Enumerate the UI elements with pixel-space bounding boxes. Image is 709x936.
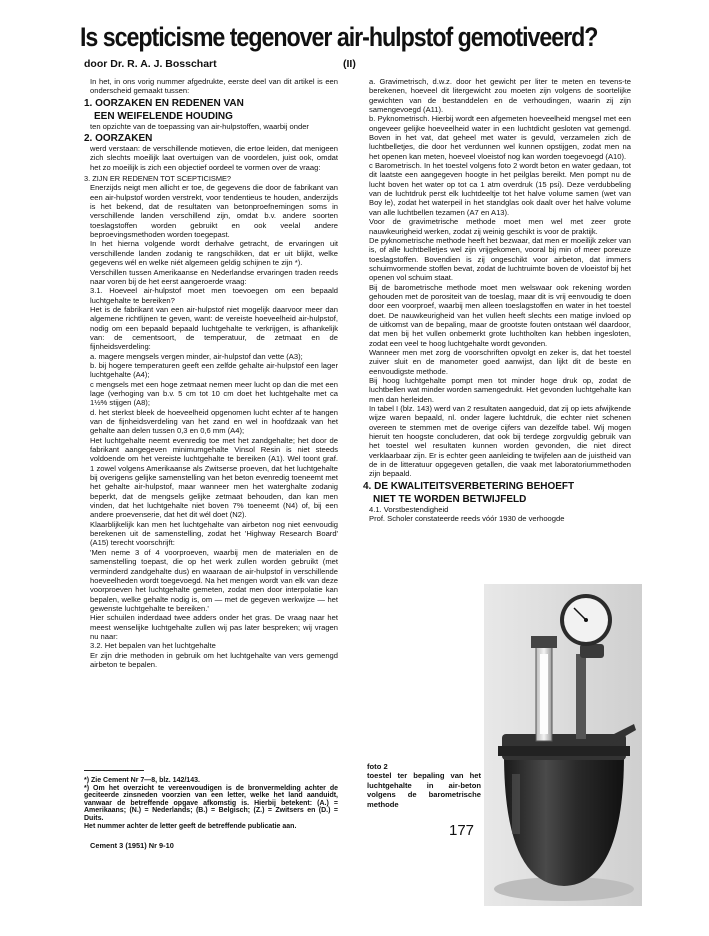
caption-label: foto 2 (367, 762, 388, 771)
paragraph: Het is de fabrikant van een air-hulpstof niet mogelijk daarvoor meer dan algemene richtlijnen te geven, want: de vereiste hoeveelheid air-hulpstof, nodig om een bepaald bepaald luchtgehalte te verkrijgen, is afhankelijk van: de cementsoort, de temperatuur, de zetmaat en de fijnheidsverdeling: (90, 304, 338, 352)
paragraph: Verschillen tussen Amerikaanse en Nederlandse ervaringen traden reeds naar voren bij de het eerst aangeroerde vraag: (90, 267, 338, 286)
paragraph: Klaarblijkelijk kan men het luchtgehalte van airbeton nog niet eenvoudig berekenen uit de samenstelling, zodat het 'Highway Research Board' (A15) terecht voorschrijft: (90, 519, 338, 548)
section-heading: 3. ZIJN ER REDENEN TOT SCEPTICISME? (84, 174, 232, 184)
left-column (84, 77, 338, 669)
air-meter-illustration (484, 584, 642, 906)
footer-citation: Cement 3 (1951) Nr 9-10 (90, 841, 174, 850)
paragraph: 3.2. Het bepalen van het luchtgehalte (90, 641, 216, 651)
paragraph: Bij hoog luchtgehalte pompt men tot minder hoge druk op, zodat de luchtbellen wat minder worden samengedrukt. Het gevonden luchtgehalte kan men dan herleiden. (369, 376, 631, 404)
caption-text: toestel ter bepaling van het luchtgehalte in air-beton volgens de barometrische methode (367, 771, 481, 809)
paragraph: Enerzijds neigt men allicht er toe, de gegevens die door de fabrikant van een air-hulpstof worden verstrekt, voor tendentieus te houden, anderzijds is het bekend, dat de resultaten van betonproefnemingen soms in verschillende landen verschillend zijn, omdat b.v. andere soorten toeslagstoffen worden gebruikt en ook veelal andere beproevingsmethoden worden toegepast. (90, 183, 338, 240)
footnote-rule (84, 770, 144, 771)
paragraph: ten opzichte van de toepassing van air-hulpstoffen, waarbij onder (90, 121, 309, 131)
right-column (363, 77, 631, 523)
paragraph: Het luchtgehalte neemt evenredig toe met het zandgehalte; het door de fabrikant aangegeven minimumgehalte Vinsol Resin is niet steeds voldoende om het vereiste luchtgehalte te bereiken (A1). Wel toont graf. 1 zowel volgens Amerikaanse als Zwitserse proeven, dat het luchtgehalte bij overigens gelijke samenstelling van het beton evenredig toeneemt met het gehalte air-hulpstof, maar wanneer men het waterghalte zodanig beperkt, dat de mengsels gelijke zetmaat behouden, dan kan men vinden, dat het luchtgehalte niet boven 7% toeneemt (N4) of, bij een andere proevenserie, dat het dit wél doet (N2). (90, 435, 338, 520)
section-heading: EEN WEIFELENDE HOUDING (94, 110, 233, 122)
paragraph: Prof. Scholer constateerde reeds vóór 1930 de verhoogde (369, 514, 565, 524)
paragraph: In het, in ons vorig nummer afgedrukte, eerste deel van dit artikel is een onderscheid gemaakt tussen: (90, 77, 338, 96)
footnote: *) Zie Cement Nr 7—8, blz. 142/143. (84, 777, 200, 784)
paragraph: Wanneer men met zorg de voorschriften opvolgt en zeker is, dat het toestel zuiver sluit en de manometer goed aanwijst, dan lijkt dit de beste en eenvoudigste methode. (369, 347, 631, 376)
photo-caption (367, 762, 481, 809)
paragraph: werd verstaan: de verschillende motieven, die ertoe leiden, dat menigeen zich slechts moeilijk laat overtuigen van de voordelen, juist ook, omdat het zo moeilijk is zich een objectief oordeel te vormen over de vraag: (90, 144, 338, 172)
paragraph: b. Pyknometrisch. Hierbij wordt een afgemeten hoeveelheid mengsel met een ongeveer gelijke hoeveelheid water in een luchtdicht gesloten vat gemengd. Boven in het vat, dat geheel met water is gevuld, verzamelen zich de luchtbelletjes, die door het verdunnen wel kunnen opstijgen, zodat men na het openen kan meten, hoeveel vloeistof nog kan worden toegevoegd (A10). (369, 114, 631, 161)
photo-air-meter (484, 584, 642, 906)
paragraph: 3.1. Hoeveel air-hulpstof moet men toevoegen om een bepaald luchtgehalte te bereiken? (90, 286, 338, 305)
paragraph: Voor de gravimetrische methode moet men wel met zeer grote nauwkeurigheid werken, zodat zij weinig geschikt is voor de praktijk. (369, 217, 631, 236)
section-heading: 1. OORZAKEN EN REDENEN VAN (84, 97, 244, 109)
paragraph: c mengsels met een hoge zetmaat nemen meer lucht op dan die met een lage (verhoging van b.v. 5 cm tot 10 cm doet het luchtgehalte met ca 1½% stijgen (A8); (90, 379, 338, 408)
byline-author: door Dr. R. A. J. Bosschart (84, 58, 217, 70)
byline-part: (II) (343, 58, 356, 70)
paragraph: c Barometrisch. In het toestel volgens foto 2 wordt beton en water gedaan, tot dit laatste een aangegeven hoogte in het peilglas bereikt. Men pompt nu de lucht boven het water op tot ca 1 atm overdruk (15 psi). Deze verdubbeling van de luchtdruk perst elk luchtdeeltje tot het halve volume samen (wet van Boy le), zodat het waterpeil in het standglas ook daalt over het halve volume van alle luchtbellen tezamen (A7 en A13). (369, 161, 631, 217)
article-title: Is scepticisme tegenover air-hulpstof gemotiveerd? (80, 22, 598, 52)
paragraph: 'Men neme 3 of 4 voorproeven, waarbij men de materialen en de samenstelling toepast, die op het werk zullen worden gebruikt (met verminderd zandgehalte dus) en waaraan de air-hulpstof in verschillende hoeveelheden wordt toegevoegd. Na het mengen wordt van elk van deze voorproeven het luchtgehalte gemeten, zodat men door interpolatie kan bepalen, welke gehalte nodig is, om — met de gegeven werkwijze — het gewenste luchtgehalte te bereiken.' (90, 547, 338, 613)
paragraph: 4.1. Vorstbestendigheid (369, 504, 449, 514)
section-heading: NIET TE WORDEN BETWIJFELD (373, 493, 527, 505)
paragraph: d. het sterkst bleek de hoeveelheid opgenomen lucht echter af te hangen van de fijnheidsverdeling van het zand en wel in hoofdzaak van het gehalte aan delen tussen 0,3 en 0,6 mm (A4); (90, 407, 338, 436)
section-heading: 4. DE KWALITEITSVERBETERING BEHOEFT (363, 480, 575, 492)
paragraph: b. bij hogere temperaturen geeft een zelfde gehalte air-hulpstof een lager luchtgehalte (A4); (90, 360, 338, 380)
footnote: Het nummer achter de letter geeft de betreffende publicatie aan. (84, 822, 297, 830)
paragraph: In het hierna volgende wordt derhalve getracht, de ervaringen uit verschillende landen zodanig te rangschikken, dat er uit blijkt, welke gegevens wél en welke niét algemeen geldig schijnen te zijn *). (90, 239, 338, 268)
paragraph: Er zijn drie methoden in gebruik om het luchtgehalte van vers gemengd airbeton te bepalen. (90, 650, 338, 669)
page-number: 177 (449, 822, 475, 839)
section-heading: 2. OORZAKEN (84, 133, 153, 145)
paragraph: In tabel I (blz. 143) werd van 2 resultaten aangeduid, dat zij op iets afwijkende wijze waren bepaald, nl. onder lagere luchtdruk, die echter niet schenen overeen te stemmen met de overige cijfers van dezelfde tabel. Wij mogen hieruit ten hoogste concluderen, dat ook bij terdege zorgvuldig gebruik van het toestel wel resultaten kunnen worden gevonden, die niet direct verklaarbaar zijn. Er is echter geen aanleiding te twijfelen aan de juistheid van de in de litteratuur opgegeven getallen, die vaak met laboratoriummethoden zijn bepaald. (369, 404, 631, 479)
paragraph: a. magere mengsels vergen minder, air-hulpstof dan vette (A3); (90, 351, 303, 361)
paragraph: Hier schuilen inderdaad twee adders onder het gras. De vraag naar het meest wenselijke luchtgehalte zullen wij pas later bespreken; wij vragen nu naar: (90, 613, 338, 641)
footnote: *) Om het overzicht te vereenvoudigen is de bronvermelding achter de geciteerde zinsneden voorzien van een letter, welke het land aanduidt, vanwaar de betreffende opgave afkomstig is. Hierbij betekent: (A.) = Amerikaans; (N.) = Nederlands; (B.) = Belgisch; (Z.) = Zwitsers en (D.) = Duits. (84, 784, 338, 822)
paragraph: Bij de barometrische methode moet men welswaar ook rekening worden gehouden met de porositeit van de toeslag, maar dit is vrij eenvoudig te doen door een voorproef, waarbij men alleen toeslagstoffen en water in het toestel doet. De nauwkeurigheid van het vullen heeft slechts een matige invloed op de uitkomst van de bepaling, maar de grootste fouten ontstaan wél daardoor, dat men bij het vullen onbemerkt grote luchtholten kan hebben ingesloten, zodat een veel te hoog luchtgehalte wordt gevonden. (369, 282, 631, 348)
footnotes (84, 777, 338, 830)
paragraph: a. Gravimetrisch, d.w.z. door het gewicht per liter te meten en tevens-te berekenen, hoeveel dit litergewicht zou moeten zijn volgens de soortelijke gewichten van de bestanddelen en de verhoudingen, waarin zij zijn samengevoegd (A11). (369, 77, 631, 115)
paragraph: De pyknometrische methode heeft het bezwaar, dat men er moeilijk zeker van is, of alle luchtbelletjes wel zijn vrijgekomen, vooral bij min of meer poreuze toeslagstoffen. Bovendien is zij ongeschikt voor airbeton, dat immers schuimvormende stoffen bevat, zodat de luchtruimte boven de vloeistof bij het openen vol schuim staat. (369, 235, 631, 283)
